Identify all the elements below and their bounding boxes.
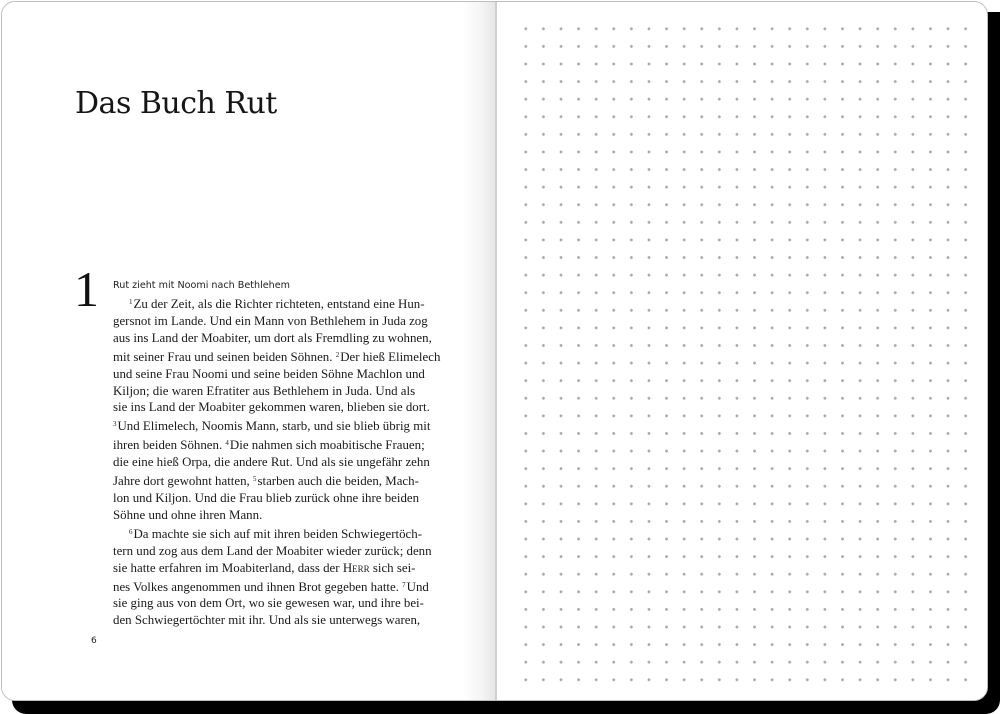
chapter-body-text [113, 294, 441, 629]
verse-number: 5 [252, 475, 257, 484]
text-line: die eine hieß Orpa, die andere Rut. Und als sie ungefähr zehn [113, 455, 430, 470]
text-line: tern und zog aus dem Land der Moabiter wieder zurück; denn [113, 543, 432, 558]
left-page [2, 2, 496, 700]
verse-number: 1 [129, 298, 133, 306]
text-line: Kiljon; die waren Efratiter aus Bethlehem in Juda. Und als [113, 383, 416, 398]
verse-number: 4 [225, 439, 229, 448]
text-line: und seine Frau Noomi und seine beiden Söhne Machlon und [113, 366, 425, 381]
text-line: ihren beiden Söhnen. $^4$Die nahmen sich moabitische Frauen; [113, 438, 425, 453]
text-line: sie hatte erfahren im Moabiterland, dass der Herr sich sei- [113, 560, 416, 575]
page-number: 6 [91, 636, 97, 646]
text-line: aus ins Land der Moabiter, um dort als Fremdling zu wohnen, [113, 330, 432, 345]
verse-number: 6 [129, 527, 133, 536]
text-line: sie ging aus von dem Ort, wo sie gewesen war, und ihre bei- [113, 596, 424, 611]
text-line: Söhne und ohne ihren Mann. [113, 507, 263, 522]
text-line: Jahre dort gewohnt hatten, $^5$starben auch die beiden, Mach- [113, 474, 419, 489]
text-line: sie ins Land der Moabiter gekommen waren, blieben sie dort. [113, 400, 430, 415]
text-line: mit seiner Frau und seinen beiden Söhnen. $^2$Der hieß Elimelech [113, 349, 441, 364]
book-spread [1, 1, 988, 701]
verse-number: 3 [113, 420, 117, 429]
text-line: lon und Kiljon. Und die Frau blieb zurück ohne ihre beiden [113, 490, 420, 505]
small-caps-word: Herr [342, 560, 370, 575]
section-heading: Rut zieht mit Noomi nach Bethlehem [113, 280, 291, 291]
text-line: den Schwiegertöchter mit ihr. Und als sie unterwegs waren, [113, 613, 421, 628]
text-line: nes Volkes angenommen und ihnen Brot gegeben hatte. $^7$Und [113, 579, 429, 594]
text-line: $^6$Da machte sie sich auf mit ihren beiden Schwiegertöch- [129, 526, 423, 541]
right-page-dot-grid [497, 2, 987, 700]
text-line: $^1$Zu der Zeit, als die Richter richteten, entstand eine Hun- [129, 297, 425, 311]
text-line: gersnot im Lande. Und ein Mann von Bethlehem in Juda zog [113, 313, 428, 328]
verse-number: 2 [335, 350, 340, 359]
dot-grid-pattern [517, 20, 977, 690]
book-title: Das Buch Rut [75, 86, 277, 121]
chapter-number: 1 [74, 261, 99, 317]
verse-number: 7 [402, 580, 406, 589]
text-line: $^3$Und Elimelech, Noomis Mann, starb, und sie blieb übrig mit [113, 419, 431, 434]
